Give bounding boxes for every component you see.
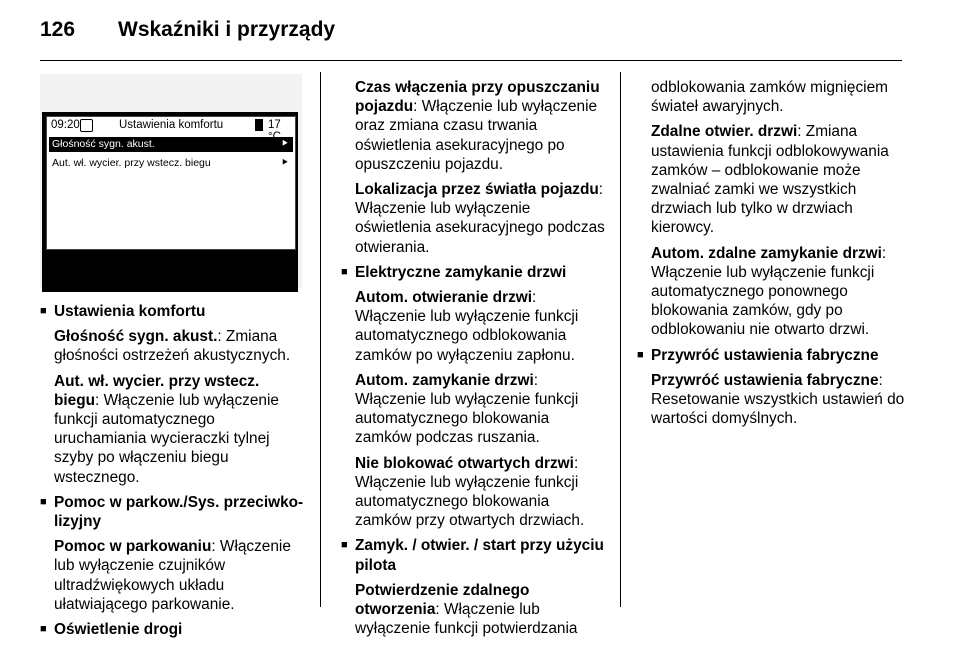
paragraph: [637, 244, 905, 340]
paragraph: [341, 371, 607, 448]
display-title: Ustawienia komfortu: [119, 119, 224, 131]
column-1: [40, 302, 308, 645]
column-2: [341, 78, 607, 644]
description: : Włączenie lub wyłączenie funkcji automatycznego blokowania zamków przy otwartych drzwiach.: [355, 454, 585, 530]
section-heading: ■ Zamyk. / otwier. / start przy użyciu pilota: [341, 536, 607, 574]
page-title: Wskaźniki i przyrządy: [118, 18, 336, 41]
description: : Zmiana głośności ostrzeżeń akustycznych.: [54, 328, 291, 365]
description: : Włączenie lub wyłączenie oświetlenia asekuracyjnego podczas otwierania.: [355, 181, 605, 256]
term: Głośność sygn. akust.: [54, 328, 218, 346]
display-time: 09:20: [51, 119, 80, 131]
display-menu-item: [49, 156, 293, 171]
display-screen: [42, 112, 298, 292]
paragraph: [637, 371, 905, 429]
chevron-right-icon: ⯈: [280, 157, 289, 169]
section-heading: ■ Elektryczne zamykanie drzwi: [341, 263, 607, 282]
term: Nie blokować otwartych drzwi: [355, 454, 574, 472]
description: : Włączenie lub wyłączenie funkcji automatycznego uruchamiania wycieraczki tylnej szyby po włączeniu biegu wstecznego.: [54, 391, 279, 486]
paragraph: [341, 288, 607, 365]
display-menu-item-selected: [49, 137, 293, 152]
display-status-bar: [47, 117, 295, 135]
term: Autom. zdalne zamykanie drzwi: [651, 244, 882, 262]
display-panel: [46, 116, 296, 250]
section-heading: ■ Pomoc w parkow./Sys. przeciwko-lizyjny: [40, 493, 308, 531]
term: Autom. zamykanie drzwi: [355, 371, 534, 389]
description: : Zmiana ustawienia funkcji odblokowywania zamków – odblokowanie może zwalniać zamki we wszystkich drzwiach lub tylko w drzwiach kierowcy.: [651, 123, 889, 237]
clock-icon: [80, 119, 93, 132]
description: : Włączenie lub wyłączenie funkcji automatycznego blokowania zamków podczas ruszania.: [355, 371, 579, 447]
term: Czas włączenia przy opuszczaniu pojazdu: [355, 79, 600, 116]
column-divider: [620, 72, 621, 607]
paragraph: [341, 581, 607, 639]
term: Zdalne otwier. drzwi: [651, 123, 798, 141]
paragraph: [40, 372, 308, 487]
paragraph: [40, 327, 308, 365]
paragraph: [40, 537, 308, 614]
term: Autom. otwieranie drzwi: [355, 289, 533, 307]
column-3: [637, 78, 905, 434]
description: : Włączenie lub wyłączenie czujników ultradźwiękowych układu ułatwiającego parkowanie.: [54, 538, 291, 613]
paragraph: [637, 78, 905, 116]
page-header: [40, 18, 335, 42]
section-heading: ■ Przywróć ustawienia fabryczne: [637, 346, 905, 365]
chevron-right-icon: ⯈: [280, 138, 289, 150]
display-photo: [40, 74, 302, 288]
menu-item-label: Aut. wł. wycier. przy wstecz. biegu: [52, 157, 211, 169]
column-divider: [320, 72, 321, 607]
menu-item-label: Głośność sygn. akust.: [52, 138, 155, 150]
section-heading: ■ Ustawienia komfortu: [40, 302, 308, 321]
term: Przywróć ustawienia fabryczne: [651, 371, 879, 389]
description: odblokowania zamków mignięciem świateł awaryjnych.: [651, 79, 888, 116]
term: Aut. wł. wycier. przy wstecz. biegu: [54, 372, 260, 409]
description: : Włączenie lub wyłączenie funkcji automatycznego ponownego blokowania zamków, gdy po odblokowaniu nie otwarto drzwi.: [651, 244, 887, 339]
paragraph: [637, 122, 905, 237]
term: Lokalizacja przez światła pojazdu: [355, 181, 599, 199]
paragraph: [341, 180, 607, 257]
display-temperature: 17: [268, 119, 281, 131]
description: : Włączenie lub wyłączenie funkcji potwierdzania: [355, 601, 578, 638]
paragraph: [341, 454, 607, 531]
page-number: 126: [40, 18, 76, 41]
term: Pomoc w parkowaniu: [54, 538, 212, 556]
header-rule: [40, 60, 902, 61]
thermometer-icon: [255, 119, 263, 131]
term: Potwierdzenie zdalnego otworzenia: [355, 581, 530, 619]
paragraph: [341, 78, 607, 174]
description: : Włączenie lub wyłączenie oraz zmiana czasu trwania oświetlenia asekuracyjnego po opuszczeniu pojazdu.: [355, 98, 598, 173]
description: : Włączenie lub wyłączenie funkcji automatycznego odblokowania zamków po wyłączeniu zapłonu.: [355, 289, 579, 364]
section-heading: ■ Oświetlenie drogi: [40, 620, 308, 639]
description: : Resetowanie wszystkich ustawień do wartości domyślnych.: [651, 371, 905, 428]
